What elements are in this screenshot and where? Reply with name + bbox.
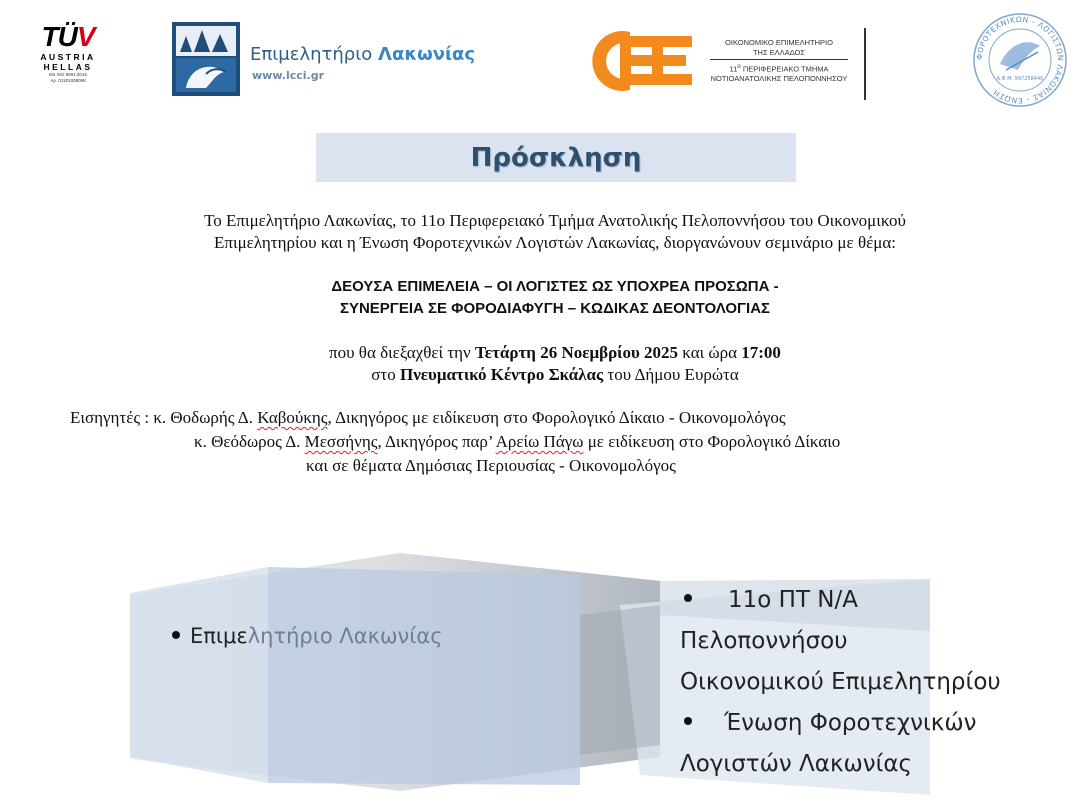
event-datetime: που θα διεξαχθεί την Τετάρτη 26 Νοεμβρίου 2025 και ώρα 17:00 [329,343,781,362]
organizers-list [680,580,1001,785]
title-banner [316,133,796,182]
accountants-union-seal-icon [966,12,1074,108]
lcci-logo [172,22,522,98]
oee-rule [710,59,848,60]
topic-line-2: ΣΥΝΕΡΓΕΙΑ ΣΕ ΦΟΡΟΔΙΑΦΥΓΗ – ΚΩΔΙΚΑΣ ΔΕΟΝΤΟΛΟΓΙΑΣ [339,300,771,317]
speaker-2-continued: και σε θέματα Δημόσιας Περιουσίας - Οικονομολόγος [306,456,676,475]
speaker-1: Εισηγητές : κ. Θοδωρής Δ. Καβούκης, Δικηγόρος με ειδίκευση στο Φορολογικό Δίκαιο - Οικονομολόγος [70,408,786,427]
tuv-austria-hellas-logo [28,22,108,84]
lcci-name: Επιμελητήριο Λακωνίας [250,44,476,65]
seminar-topic [0,276,1084,320]
venue-name: Πνευματικό Κέντρο Σκάλας [399,365,604,384]
lcci-url: www.lcci.gr [252,69,325,82]
oee-line4: ΝΟΤΙΟΑΝΑΤΟΛΙΚΗΣ ΠΕΛΟΠΟΝΝΗΣΟΥ [710,74,848,83]
event-venue: στο Πνευματικό Κέντρο Σκάλας του Δήμου Ευρώτα [371,365,739,384]
oee-mark-icon [590,26,698,96]
intro-paragraph [0,210,1084,254]
topic-line-1: ΔΕΟΥΣΑ ΕΠΙΜΕΛΕΙΑ – ΟΙ ΛΟΓΙΣΤΕΣ ΩΣ ΥΠΟΧΡΕΑ ΠΡΟΣΩΠΑ - [331,278,779,295]
intro-line-2: Επιμελητηρίου και η Ένωση Φοροτεχνικών Λογιστών Λακωνίας, διοργανώνουν σεμινάριο με θέμα: [214,233,896,252]
oee-line3: $11^o$ ΠΕΡΙΦΕΡΕΙΑΚΟ ΤΜΗΜΑ [729,63,829,74]
speaker-2: κ. Θεόδωρος Δ. Μεσσήνης, Δικηγόρος παρ’ Αρείω Πάγω με ειδίκευση στο Φορολογικό Δίκαιο [194,432,841,451]
tuv-cert-standard: EN ISO 9001:2015 [49,72,87,77]
speakers [70,406,840,478]
organizer-line-1: 11ο ΠΤ Ν/Α [680,580,1001,621]
organizer-line-2: Πελοποννήσου [680,628,848,654]
seal-afm: Α.Φ.Μ. 997258440 [996,76,1044,82]
intro-line-1: Το Επιμελητήριο Λακωνίας, το 11ο Περιφερειακό Τμήμα Ανατολικής Πελοποννήσου του Οικονομικού [204,211,906,230]
bullet-dot [172,631,180,639]
event-time: 17:00 [741,343,781,362]
seal-ring-text: ΦΟΡΟΤΕΧΝΙΚΩΝ - ΛΟΓΙΣΤΩΝ ΛΑΚΩΝΙΑΣ - ΕΝΩΣΗ [974,14,1066,106]
organizer-line-5: Λογιστών Λακωνίας [680,751,913,777]
page-title: Πρόσκληση [470,142,642,173]
event-date: Τετάρτη 26 Νοεμβρίου 2025 [474,343,679,362]
organizer-line-3: Οικονομικού Επιμελητηρίου [680,669,1001,695]
oee-divider [864,28,866,100]
tuv-cert-number: Αρ. 01101008098 [50,78,86,83]
tuv-mark: TÜV [41,21,95,52]
tuv-country: AUSTRIA [40,52,96,62]
bullet-dot [684,717,692,725]
oee-line2: ΤΗΣ ΕΛΛΑΔΟΣ [752,47,806,57]
oee-text [704,38,854,84]
oee-line1: ΟΙΚΟΝΟΜΙΚΟ ΕΠΙΜΕΛΗΤΗΡΙΟ [725,38,833,47]
lcci-emblem-icon [172,22,240,96]
organizer-line-4: Ένωση Φοροτεχνικών [680,703,1001,744]
oee-logo [590,26,872,102]
event-details [0,342,1084,386]
bullet-dot [684,594,692,602]
organizer-left: Επιμελητήριο Λακωνίας [172,624,443,648]
tuv-region: HELLAS [43,62,93,72]
